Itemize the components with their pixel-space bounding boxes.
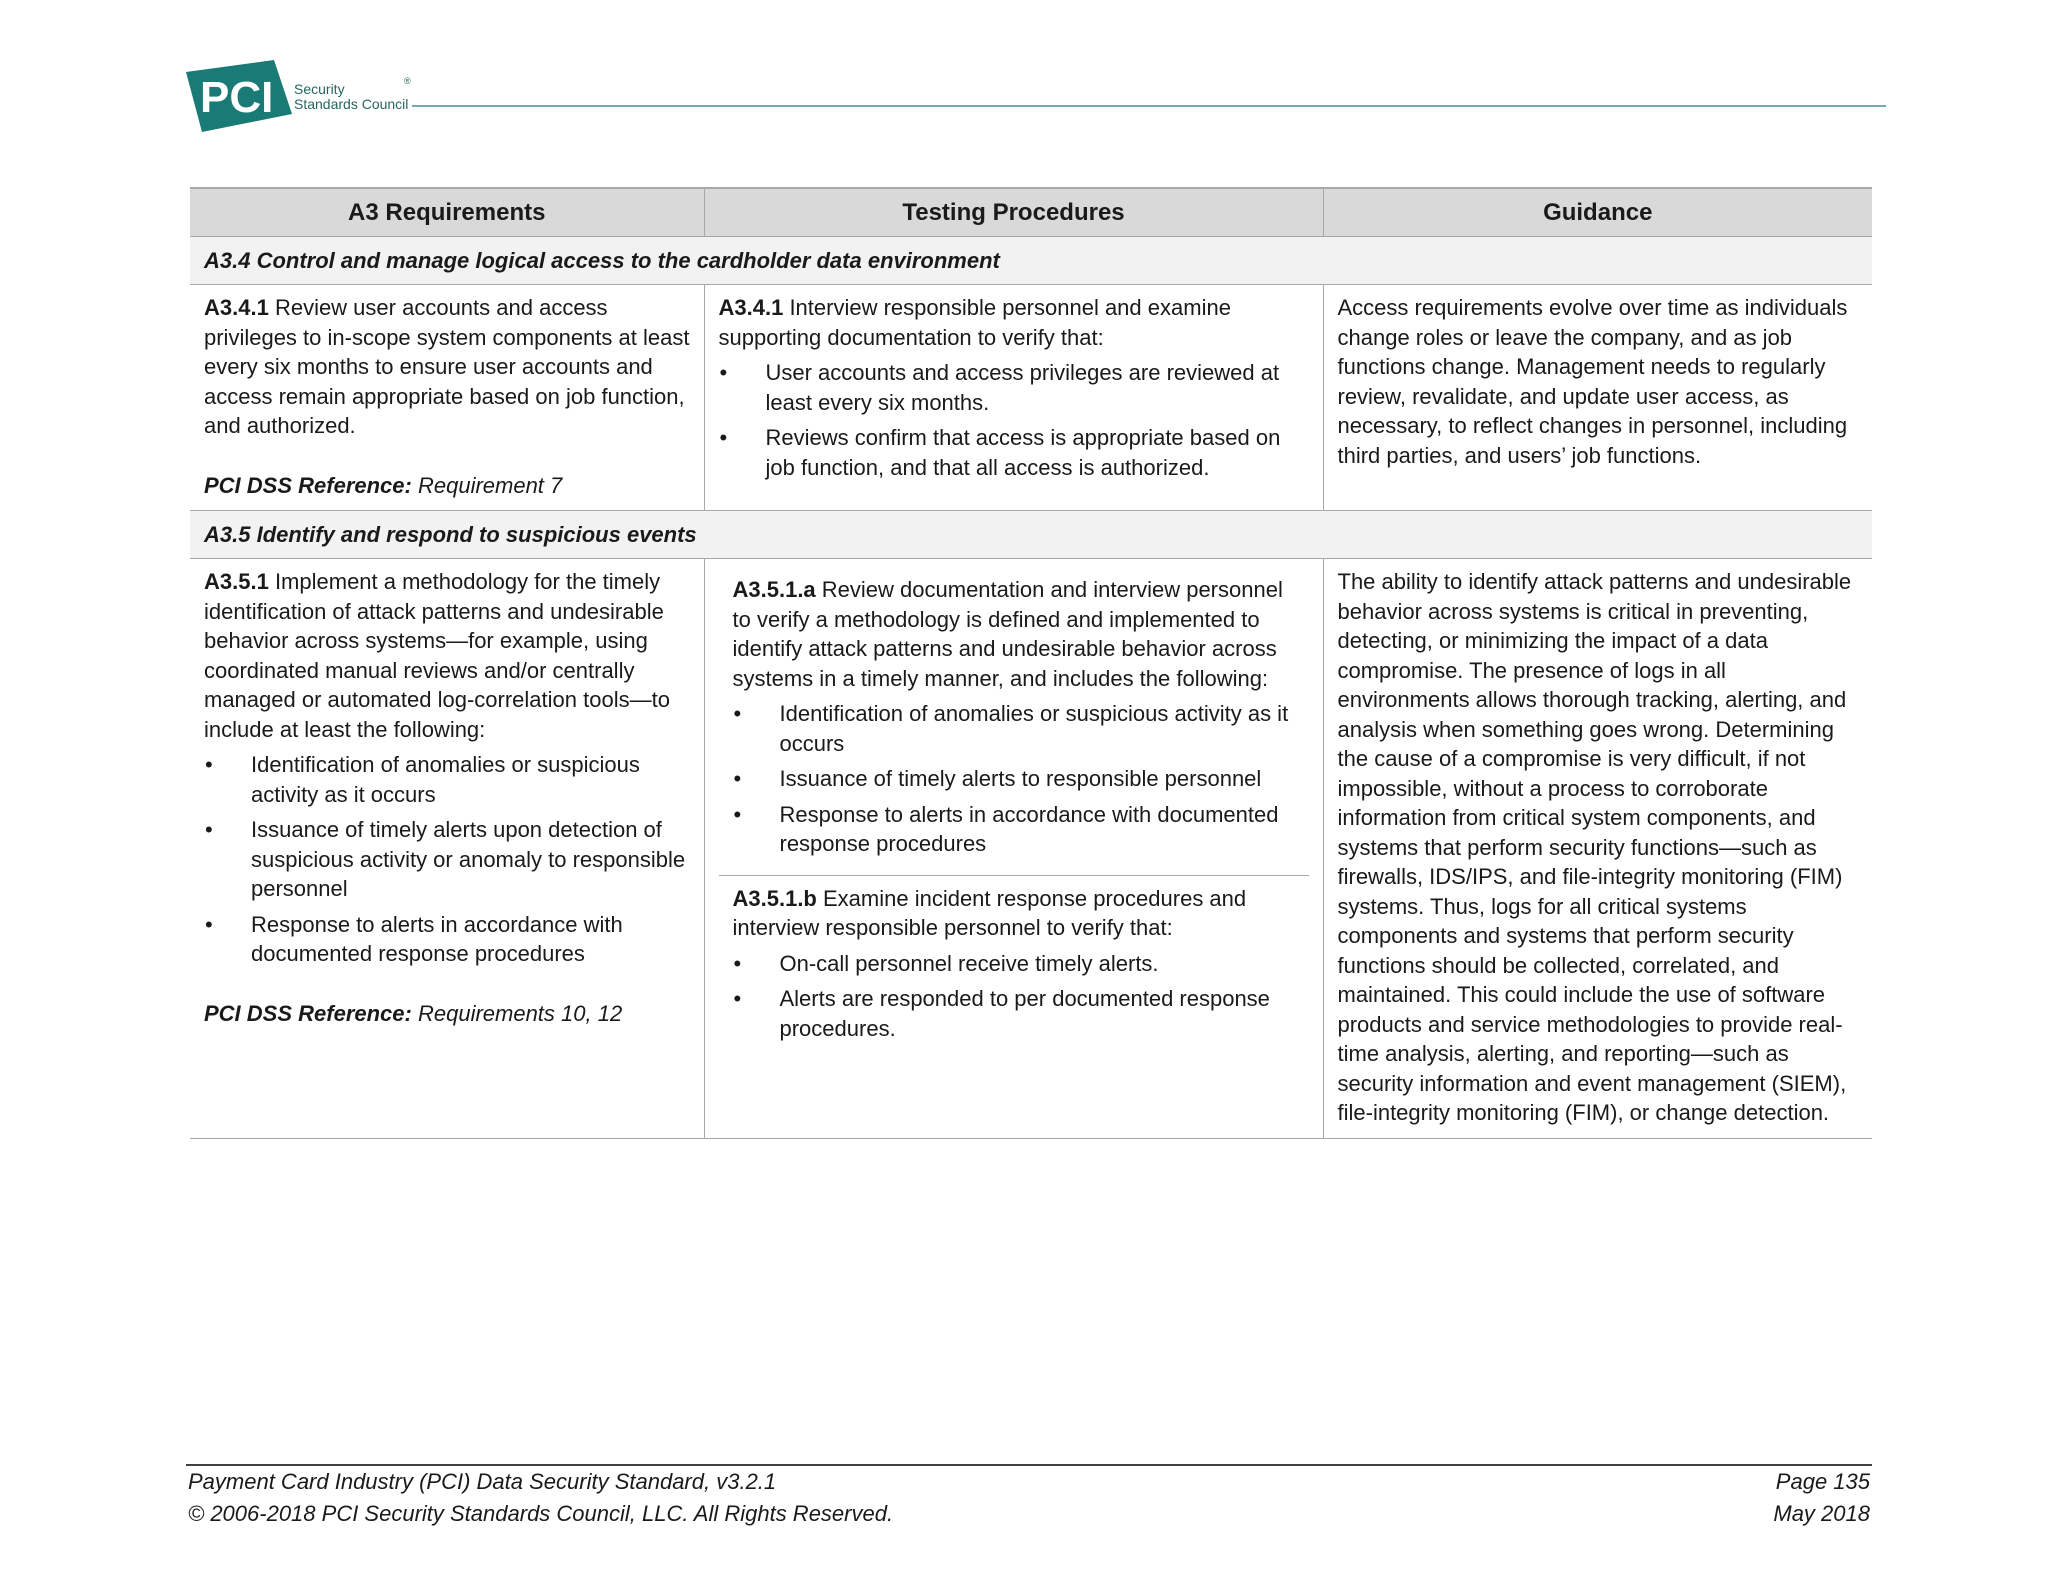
column-header-guidance: Guidance xyxy=(1323,188,1872,237)
requirement-body: Implement a methodology for the timely identification of attack patterns and undesirable behavior across systems—for example, using coordinated manual reviews and/or centrally managed or automated log-correlation tools—to include at least the following: xyxy=(204,569,670,742)
dss-reference-value: Requirement 7 xyxy=(411,472,563,498)
testing-procedure-cell xyxy=(704,559,1323,1139)
pci-logo xyxy=(186,60,476,134)
testing-procedure-text xyxy=(719,293,1309,352)
list-item: • Identification of anomalies or suspicious activity as it occurs xyxy=(733,699,1295,758)
testing-procedure-cell xyxy=(704,285,1323,511)
guidance-cell xyxy=(1323,559,1872,1139)
footer-right xyxy=(1773,1466,1870,1530)
list-item: • Issuance of timely alerts to responsible personnel xyxy=(733,764,1295,794)
requirements-table xyxy=(190,187,1872,1139)
logo-line-2: Standards Council xyxy=(294,96,409,112)
testing-procedure-b xyxy=(719,875,1309,1060)
section-title: A3.4 Control and manage logical access to the cardholder data environment xyxy=(190,237,1872,285)
requirement-text xyxy=(204,567,690,744)
dss-reference-value: Requirements 10, 12 xyxy=(411,1000,623,1026)
requirement-cell xyxy=(190,285,704,511)
list-item: • Response to alerts in accordance with documented response procedures xyxy=(204,910,690,969)
guidance-cell xyxy=(1323,285,1872,511)
testing-procedure-body: Interview responsible personnel and examine supporting documentation to verify that: xyxy=(718,295,1231,350)
publication-date: May 2018 xyxy=(1773,1501,1870,1526)
guidance-text: The ability to identify attack patterns and undesirable behavior across systems is critical in preventing, detecting, or minimizing the impact of a data compromise. The presence of logs in all environments allows thorough tracking, alerting, and analysis when something goes wrong. Determining the cause of a compromise is very difficult, if not impossible, without a process to corroborate information from critical system components, and systems that perform security functions—such as firewalls, IDS/IPS, and file-integrity monitoring (FIM) systems. Thus, logs for all critical systems components and systems that perform security functions should be collected, correlated, and maintained. This could include the use of software products and service methodologies to provide real-time analysis, alerting, and reporting—such as security information and event management (SIEM), file-integrity monitoring (FIM), or change detection. xyxy=(1337,569,1852,1125)
column-header-requirements: A3 Requirements xyxy=(190,188,704,237)
dss-reference xyxy=(204,471,690,501)
list-item: • Identification of anomalies or suspicious activity as it occurs xyxy=(204,750,690,809)
table-row xyxy=(190,285,1872,511)
dss-reference xyxy=(204,999,690,1029)
list-item: • Response to alerts in accordance with documented response procedures xyxy=(733,800,1295,859)
list-item: • Issuance of timely alerts upon detection of suspicious activity or anomaly to responsible personnel xyxy=(204,815,690,904)
testing-procedure-id: A3.4.1 xyxy=(718,295,784,320)
table-row xyxy=(190,559,1872,1139)
testing-procedure-text xyxy=(733,884,1295,943)
table-header-row xyxy=(190,188,1872,237)
testing-procedure-list xyxy=(719,358,1309,482)
requirement-id: A3.4.1 xyxy=(204,295,269,320)
testing-procedure-body: Review documentation and interview personnel to verify a methodology is defined and implemented to identify attack patterns and undesirable behavior across systems in a timely manner, and includes the following: xyxy=(732,577,1283,691)
section-row xyxy=(190,237,1872,285)
testing-procedure-a xyxy=(719,567,1309,875)
testing-procedure-id: A3.5.1.a xyxy=(732,577,816,602)
page-number: Page 135 xyxy=(1775,1469,1870,1494)
testing-procedure-text xyxy=(733,575,1295,693)
dss-reference-label: PCI DSS Reference: xyxy=(204,1000,412,1026)
svg-text:PCI: PCI xyxy=(200,73,274,122)
registered-mark: ® xyxy=(404,76,411,86)
testing-procedure-list xyxy=(733,699,1295,859)
list-item: • Reviews confirm that access is appropriate based on job function, and that all access is authorized. xyxy=(719,423,1309,482)
requirement-body: Review user accounts and access privileges to in-scope system components at least every six months to ensure user accounts and access remain appropriate based on job function, and authorized. xyxy=(204,295,690,438)
logo-wordmark xyxy=(294,76,411,112)
header-divider xyxy=(412,105,1886,107)
copyright-notice: © 2006-2018 PCI Security Standards Council, LLC. All Rights Reserved. xyxy=(188,1501,894,1526)
document-title: Payment Card Industry (PCI) Data Security Standard, v3.2.1 xyxy=(188,1469,777,1494)
list-item: • User accounts and access privileges are reviewed at least every six months. xyxy=(719,358,1309,417)
section-title: A3.5 Identify and respond to suspicious events xyxy=(190,511,1872,559)
requirement-cell xyxy=(190,559,704,1139)
dss-reference-label: PCI DSS Reference: xyxy=(204,472,412,498)
requirement-text xyxy=(204,293,690,441)
list-item: • Alerts are responded to per documented response procedures. xyxy=(733,984,1295,1043)
testing-procedure-list xyxy=(733,949,1295,1044)
column-header-testing-procedures: Testing Procedures xyxy=(704,188,1323,237)
list-item: • On-call personnel receive timely alerts. xyxy=(733,949,1295,979)
pci-logo-icon xyxy=(186,60,292,134)
requirement-id: A3.5.1 xyxy=(204,569,269,594)
guidance-text: Access requirements evolve over time as individuals change roles or leave the company, and as job functions change. Management needs to regularly review, revalidate, and update user access, as necessary, to reflect changes in personnel, including third parties, and users’ job functions. xyxy=(1337,295,1848,468)
logo-line-1: Security xyxy=(294,81,345,97)
section-row xyxy=(190,511,1872,559)
testing-procedure-id: A3.5.1.b xyxy=(732,885,817,911)
testing-procedure-body: Examine incident response procedures and interview responsible personnel to verify that: xyxy=(732,885,1247,940)
requirement-list xyxy=(204,750,690,969)
footer-left xyxy=(188,1466,893,1530)
